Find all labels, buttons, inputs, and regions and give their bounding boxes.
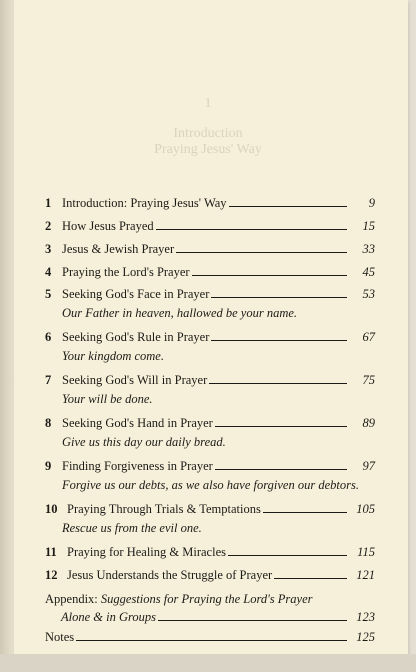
appendix-title-line1: Suggestions for Praying the Lord's Prayer <box>100 592 313 606</box>
chapter-title: Praying the Lord's Prayer <box>62 265 190 279</box>
chapter-title: Seeking God's Hand in Prayer <box>62 416 213 430</box>
chapter-number: 5 <box>45 287 52 301</box>
page-number: 121 <box>356 568 375 582</box>
appendix-title-line2: Alone & in Groups <box>61 610 157 624</box>
chapter-title: Praying for Healing & Miracles <box>67 545 226 559</box>
leader-line <box>211 340 347 341</box>
chapter-number: 1 <box>45 196 52 210</box>
page-number: 45 <box>362 265 375 279</box>
page-number: 89 <box>362 416 375 430</box>
leader-line <box>176 252 347 253</box>
appendix-first-line <box>45 592 375 607</box>
chapter-title: Jesus Understands the Struggle of Prayer <box>67 568 273 582</box>
chapter-number: 8 <box>45 416 52 430</box>
chapter-number: 11 <box>45 545 57 559</box>
scripture-line: Your kingdom come. <box>62 349 164 363</box>
appendix-label: Appendix: <box>45 592 98 606</box>
chapter-number: 6 <box>45 330 52 344</box>
appendix-entry <box>45 592 375 625</box>
chapter-number: 3 <box>45 242 52 256</box>
page-number: 105 <box>356 502 375 516</box>
scripture-line: Your will be done. <box>62 392 153 406</box>
leader-line <box>192 275 347 276</box>
page-number: 123 <box>356 610 375 624</box>
toc-entry <box>45 502 375 536</box>
page-number: 67 <box>362 330 375 344</box>
chapter-number: 2 <box>45 219 52 233</box>
page-number: 75 <box>362 373 375 387</box>
chapter-title: Seeking God's Rule in Prayer <box>62 330 210 344</box>
leader-line <box>211 297 347 298</box>
ghost-heading-line2: Praying Jesus' Way <box>154 142 262 157</box>
toc-entry <box>45 196 375 211</box>
scripture-line: Give us this day our daily bread. <box>62 435 226 449</box>
leader-line <box>156 229 347 230</box>
chapter-number: 4 <box>45 265 52 279</box>
chapter-number: 9 <box>45 459 52 473</box>
notes-entry <box>45 630 375 645</box>
toc-entry <box>45 287 375 321</box>
toc-entry <box>45 373 375 407</box>
chapter-title: Introduction: Praying Jesus' Way <box>62 196 227 210</box>
chapter-number: 7 <box>45 373 52 387</box>
leader-line <box>158 620 347 621</box>
page-number: 33 <box>362 242 375 256</box>
toc-entry <box>45 242 375 257</box>
page-number: 115 <box>357 545 375 559</box>
toc-entry <box>45 545 375 560</box>
page-number: 15 <box>362 219 375 233</box>
chapter-title: How Jesus Prayed <box>62 219 154 233</box>
table-surface <box>0 654 416 672</box>
toc-entry <box>45 459 375 493</box>
page-number: 125 <box>356 630 375 644</box>
chapter-title: Praying Through Trials & Temptations <box>67 502 261 516</box>
leader-line <box>229 206 347 207</box>
toc-entry <box>45 330 375 364</box>
leader-line <box>215 469 347 470</box>
ghost-chapter-number: 1 <box>204 96 212 111</box>
chapter-title: Finding Forgiveness in Prayer <box>62 459 213 473</box>
toc-entry <box>45 416 375 450</box>
table-of-contents <box>45 196 375 645</box>
leader-line <box>215 426 347 427</box>
toc-entry <box>45 219 375 234</box>
scripture-line: Our Father in heaven, hallowed be your name. <box>62 306 298 320</box>
leader-line <box>76 640 347 641</box>
toc-entry <box>45 568 375 583</box>
chapter-title: Seeking God's Will in Prayer <box>62 373 208 387</box>
leader-line <box>209 383 347 384</box>
leader-line <box>274 578 347 579</box>
scripture-line: Forgive us our debts, as we also have forgiven our debtors. <box>62 478 359 492</box>
chapter-title: Seeking God's Face in Prayer <box>62 287 210 301</box>
ghost-heading-line1: Introduction <box>173 126 243 141</box>
page-number: 9 <box>368 196 375 210</box>
chapter-number: 10 <box>45 502 58 516</box>
page-number: 97 <box>362 459 375 473</box>
leader-line <box>263 512 347 513</box>
chapter-title: Jesus & Jewish Prayer <box>62 242 175 256</box>
chapter-number: 12 <box>45 568 58 582</box>
scripture-line: Rescue us from the evil one. <box>62 521 202 535</box>
notes-label: Notes <box>45 630 75 644</box>
leader-line <box>228 555 347 556</box>
toc-entry <box>45 265 375 280</box>
page-number: 53 <box>362 287 375 301</box>
